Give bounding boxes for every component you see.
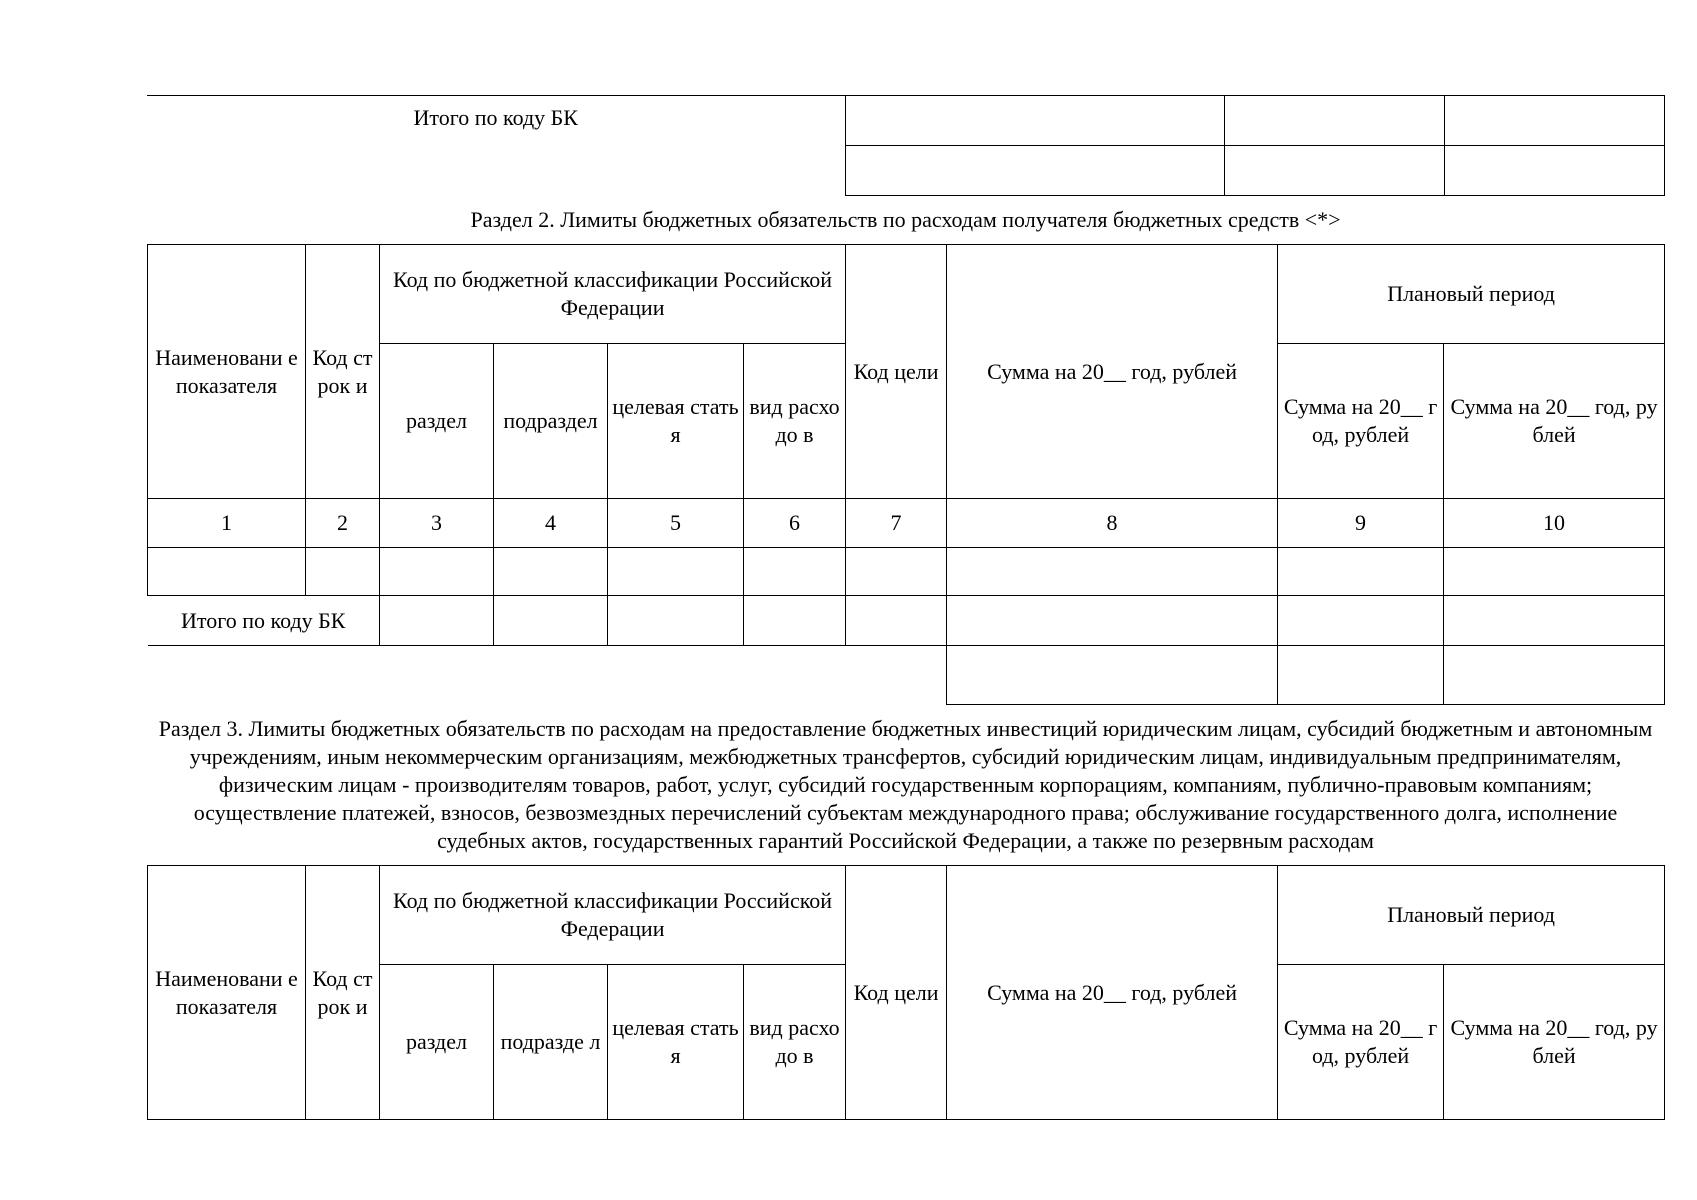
data-cell[interactable] [1444, 646, 1665, 705]
header-target-article: целевая статья [608, 344, 744, 499]
column-number: 8 [947, 499, 1278, 548]
header-sum-year: Сумма на 20__ год, рублей [947, 866, 1278, 1120]
data-cell[interactable] [494, 548, 608, 596]
top-total-cell[interactable] [1224, 96, 1444, 146]
header-target-article: целевая статья [608, 965, 744, 1120]
data-cell[interactable] [148, 548, 306, 596]
header-bk-code: Код по бюджетной классификации Российской Федерации [380, 245, 846, 344]
data-cell[interactable] [306, 548, 380, 596]
header-goal-code: Код цели [846, 866, 947, 1120]
section2-table [147, 244, 1665, 705]
section2-title: Раздел 2. Лимиты бюджетных обязательств по расходам получателя бюджетных средств <*> [470, 207, 1341, 232]
column-number: 2 [306, 499, 380, 548]
header-plan-period: Плановый период [1278, 245, 1665, 344]
top-total-cell[interactable] [845, 96, 1224, 146]
header-sum-year: Сумма на 20__ год, рублей [947, 245, 1278, 499]
header-subsection: подразде л [494, 965, 608, 1120]
header-sum-plan2: Сумма на 20__ год, рублей [1444, 965, 1665, 1120]
header-goal-code: Код цели [846, 245, 947, 499]
data-cell[interactable] [380, 596, 494, 646]
data-cell[interactable] [608, 548, 744, 596]
column-number: 10 [1444, 499, 1665, 548]
data-cell[interactable] [947, 596, 1278, 646]
header-expense-type: вид расходо в [744, 965, 846, 1120]
header-section: раздел [380, 965, 494, 1120]
column-number: 5 [608, 499, 744, 548]
top-total-cell[interactable] [1224, 146, 1444, 196]
header-plan-period: Плановый период [1278, 866, 1665, 965]
section2-total-label: Итого по коду БК [148, 596, 380, 646]
header-expense-type: вид расходо в [744, 344, 846, 499]
header-bk-code: Код по бюджетной классификации Российской Федерации [380, 866, 846, 965]
data-cell[interactable] [744, 596, 846, 646]
data-cell[interactable] [494, 596, 608, 646]
column-number: 6 [744, 499, 846, 548]
top-total-table [147, 95, 1665, 196]
header-sum-plan1: Сумма на 20__ год, рублей [1278, 965, 1444, 1120]
data-cell[interactable] [947, 646, 1278, 705]
data-cell[interactable] [1278, 596, 1444, 646]
table-row [148, 548, 1665, 596]
header-name: Наименовани е показателя [148, 866, 306, 1120]
total-row-2 [148, 646, 1665, 705]
document-page [147, 95, 1664, 1120]
data-cell[interactable] [846, 548, 947, 596]
data-cell[interactable] [1444, 596, 1665, 646]
data-cell[interactable] [1278, 548, 1444, 596]
data-cell[interactable] [1278, 646, 1444, 705]
header-sum-plan2: Сумма на 20__ год, рублей [1444, 344, 1665, 499]
header-sum-plan1: Сумма на 20__ год, рублей [1278, 344, 1444, 499]
data-cell[interactable] [608, 596, 744, 646]
data-cell[interactable] [380, 548, 494, 596]
column-number: 7 [846, 499, 947, 548]
top-total-cell[interactable] [1444, 146, 1664, 196]
data-cell[interactable] [744, 548, 846, 596]
total-row [148, 596, 1665, 646]
column-number: 1 [148, 499, 306, 548]
section3-table [147, 865, 1665, 1120]
top-total-cell[interactable] [1444, 96, 1664, 146]
section3-title: Раздел 3. Лимиты бюджетных обязательств по расходам на предоставление бюджетных инвестиций юридическим лицам, субсидий бюджетным и автономным учреждениям, иным некоммерческим организациям, межбюджетных трансфертов, субсидий юридическим лицам, индивидуальным предпринимателям, физическим лицам - производителям товаров, работ, услуг, субсидий государственным корпорациям, компаниям, публично-правовым компаниям; осуществление платежей, взносов, безвозмездных перечислений субъектам международного права; обслуживание государственного долга, исполнение судебных актов, государственных гарантий Российской Федерации, а также по резервным расходам [158, 716, 1653, 853]
header-section: раздел [380, 344, 494, 499]
data-cell[interactable] [846, 596, 947, 646]
data-cell[interactable] [947, 548, 1278, 596]
column-number: 9 [1278, 499, 1444, 548]
top-total-cell[interactable] [845, 146, 1224, 196]
header-name: Наименовани е показателя [148, 245, 306, 499]
header-row-code: Код строк и [306, 866, 380, 1120]
top-total-label: Итого по коду БК [147, 96, 845, 196]
header-subsection: подраздел [494, 344, 608, 499]
column-number: 3 [380, 499, 494, 548]
empty-space [148, 646, 947, 705]
header-row-code: Код строк и [306, 245, 380, 499]
column-number: 4 [494, 499, 608, 548]
data-cell[interactable] [1444, 548, 1665, 596]
